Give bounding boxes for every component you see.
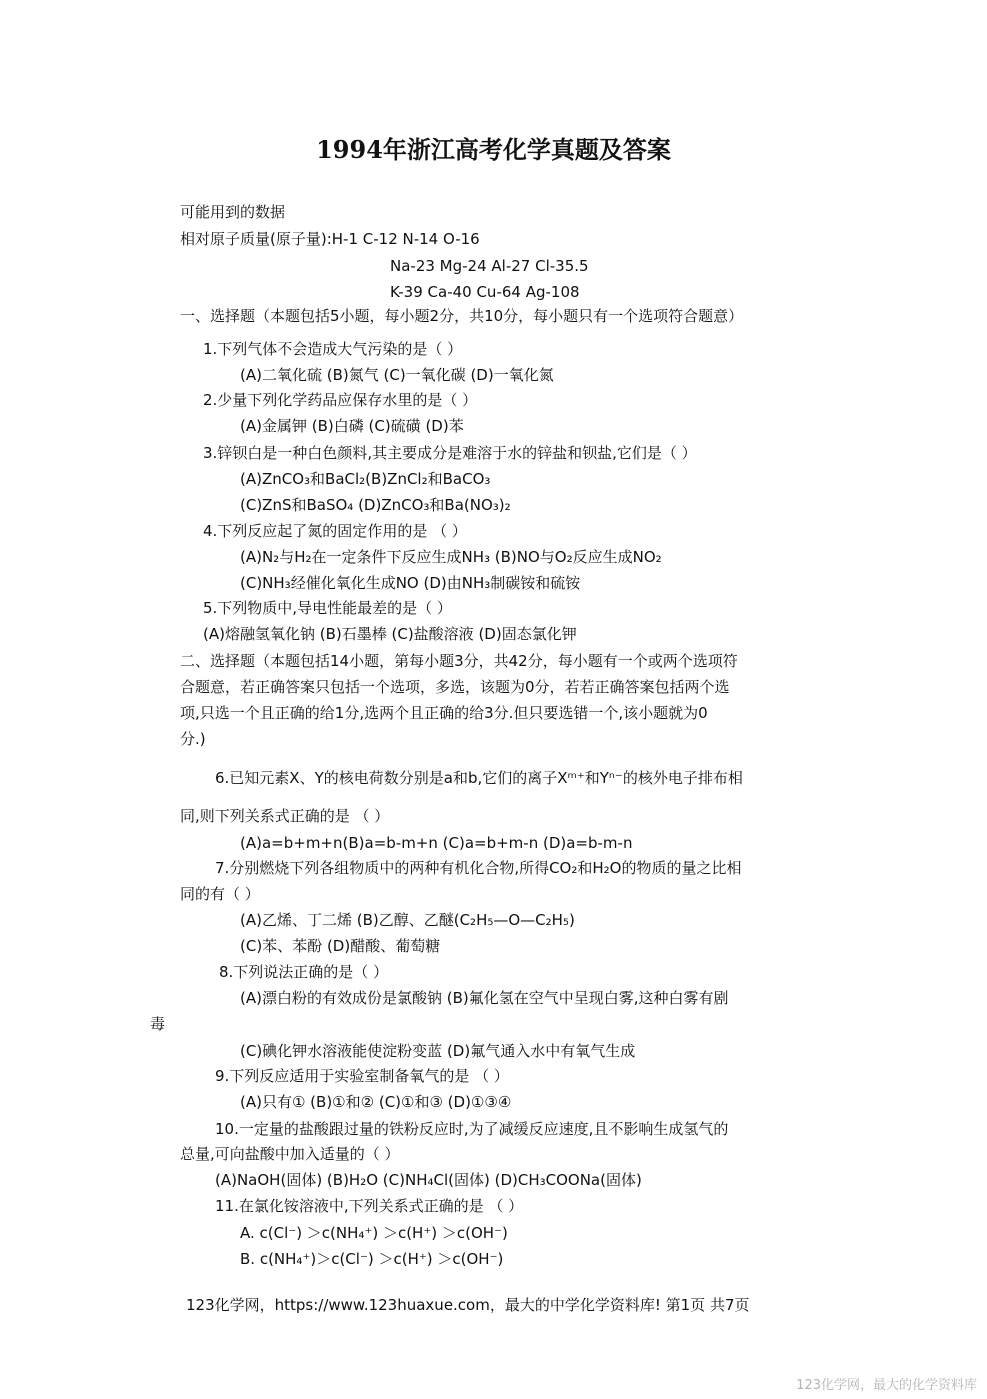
page-title: 1994年浙江高考化学真题及答案 [316, 135, 671, 164]
data-header: 可能用到的数据 [180, 203, 286, 221]
question-options: B. c(NH₄⁺)＞c(Cl⁻) ＞c(H⁺) ＞c(OH⁻) [240, 1250, 504, 1268]
atomic-mass-line: 相对原子质量(原子量):H-1 C-12 N-14 O-16 [180, 230, 480, 248]
question-stem: 11.在氯化铵溶液中,下列关系式正确的是 （ ） [215, 1197, 524, 1215]
question-options: (C)碘化钾水溶液能使淀粉变蓝 (D)氟气通入水中有氧气生成 [240, 1042, 636, 1060]
question-options: (A)二氧化硫 (B)氮气 (C)一氧化碳 (D)一氧化氮 [240, 366, 554, 384]
question-stem: 6.已知元素X、Y的核电荷数分别是a和b,它们的离子Xᵐ⁺和Yⁿ⁻的核外电子排布相 [215, 769, 743, 787]
question-options: (C)ZnS和BaSO₄ (D)ZnCO₃和Ba(NO₃)₂ [240, 496, 511, 514]
section2-heading-line: 项,只选一个且正确的给1分,选两个且正确的给3分.但只要选错一个,该小题就为0 [180, 704, 708, 722]
question-options: (A)漂白粉的有效成份是氯酸钠 (B)氟化氢在空气中呈现白雾,这种白雾有剧 [240, 989, 729, 1007]
question-stem: 9.下列反应适用于实验室制备氧气的是 （ ） [215, 1067, 509, 1085]
question-stem: 3.锌钡白是一种白色颜料,其主要成分是难溶于水的锌盐和钡盐,它们是（ ） [203, 444, 697, 462]
question-options: (A)乙烯、丁二烯 (B)乙醇、乙醚(C₂H₅—O—C₂H₅) [240, 911, 575, 929]
section1-heading: 一、选择题（本题包括5小题，每小题2分，共10分，每小题只有一个选项符合题意） [180, 307, 744, 325]
question-stem: 总量,可向盐酸中加入适量的（ ） [180, 1145, 400, 1163]
question-options: (A)NaOH(固体) (B)H₂O (C)NH₄Cl(固体) (D)CH₃COONa(固体) [215, 1171, 642, 1189]
watermark: 123化学网，最大的化学资料库 [796, 1378, 977, 1393]
question-stem: 8.下列说法正确的是（ ） [219, 963, 389, 981]
question-options: (C)苯、苯酚 (D)醋酸、葡萄糖 [240, 937, 441, 955]
section2-heading-line: 分.) [180, 730, 206, 748]
question-options: A. c(Cl⁻) ＞c(NH₄⁺) ＞c(H⁺) ＞c(OH⁻) [240, 1224, 508, 1242]
question-options: (A)N₂与H₂在一定条件下反应生成NH₃ (B)NO与O₂反应生成NO₂ [240, 548, 662, 566]
question-stem: 2.少量下列化学药品应保存水里的是（ ） [203, 391, 478, 409]
question-stem: 10.一定量的盐酸跟过量的铁粉反应时,为了减缓反应速度,且不影响生成氢气的 [215, 1120, 729, 1138]
question-stem: 7.分别燃烧下列各组物质中的两种有机化合物,所得CO₂和H₂O的物质的量之比相 [215, 859, 742, 877]
question-options: (A)金属钾 (B)白磷 (C)硫磺 (D)苯 [240, 417, 464, 435]
question-options: (C)NH₃经催化氧化生成NO (D)由NH₃制碳铵和硫铵 [240, 574, 581, 592]
section2-heading-line: 合题意，若正确答案只包括一个选项，多选，该题为0分，若若正确答案包括两个选 [180, 678, 730, 696]
question-options: (A)ZnCO₃和BaCl₂(B)ZnCl₂和BaCO₃ [240, 470, 491, 488]
question-options: 毒 [150, 1015, 166, 1033]
question-options: (A)a=b+m+n(B)a=b-m+n (C)a=b+m-n (D)a=b-m-n [240, 834, 633, 852]
question-stem: 5.下列物质中,导电性能最差的是（ ） [203, 599, 452, 617]
question-options: (A)只有① (B)①和② (C)①和③ (D)①③④ [240, 1093, 512, 1111]
section2-heading-line: 二、选择题（本题包括14小题，第每小题3分，共42分，每小题有一个或两个选项符 [180, 652, 738, 670]
page-footer: 123化学网，https://www.123huaxue.com，最大的中学化学资料库! 第1页 共7页 [186, 1296, 750, 1314]
atomic-mass-line: Na-23 Mg-24 Al-27 Cl-35.5 [390, 257, 589, 275]
question-stem: 1.下列气体不会造成大气污染的是（ ） [203, 340, 463, 358]
question-stem: 4.下列反应起了氮的固定作用的是 （ ） [203, 522, 467, 540]
question-stem: 同的有（ ） [180, 885, 260, 903]
atomic-mass-line: K-39 Ca-40 Cu-64 Ag-108 [390, 283, 580, 301]
question-options: (A)熔融氢氧化钠 (B)石墨棒 (C)盐酸溶液 (D)固态氯化钾 [203, 625, 577, 643]
question-stem: 同,则下列关系式正确的是 （ ） [180, 807, 390, 825]
